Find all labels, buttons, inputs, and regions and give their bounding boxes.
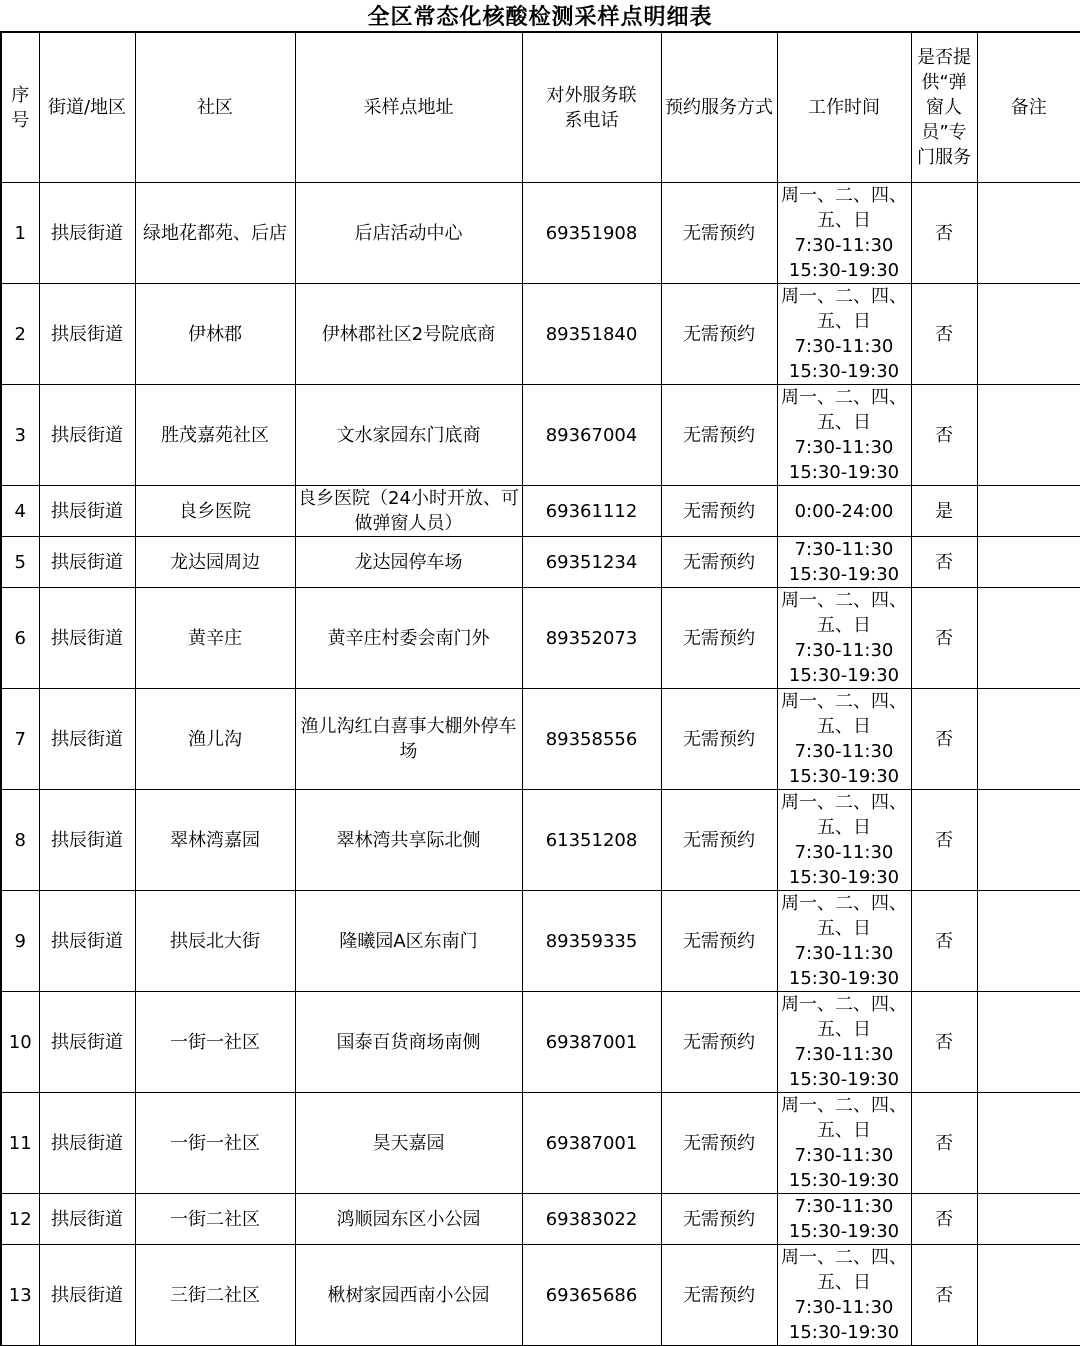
cell-address: 楸树家园西南小公园 bbox=[295, 1245, 522, 1346]
table-row bbox=[1, 689, 1080, 790]
cell-popup-service: 否 bbox=[911, 790, 977, 891]
cell-address: 渔儿沟红白喜事大棚外停车场 bbox=[295, 689, 522, 790]
cell-popup-service: 是 bbox=[911, 486, 977, 537]
cell-address: 昊天嘉园 bbox=[295, 1093, 522, 1194]
cell-popup-service: 否 bbox=[911, 1093, 977, 1194]
cell-popup-service: 否 bbox=[911, 183, 977, 284]
cell-no: 7 bbox=[1, 689, 39, 790]
cell-street: 拱辰街道 bbox=[39, 891, 135, 992]
cell-phone: 89359335 bbox=[522, 891, 661, 992]
cell-no: 5 bbox=[1, 537, 39, 588]
cell-booking: 无需预约 bbox=[661, 1245, 777, 1346]
cell-no: 11 bbox=[1, 1093, 39, 1194]
header-community: 社区 bbox=[135, 33, 295, 183]
table-row bbox=[1, 1194, 1080, 1245]
cell-no: 13 bbox=[1, 1245, 39, 1346]
cell-popup-service: 否 bbox=[911, 1194, 977, 1245]
sampling-sites-table bbox=[0, 32, 1080, 1346]
cell-street: 拱辰街道 bbox=[39, 284, 135, 385]
cell-address: 隆曦园A区东南门 bbox=[295, 891, 522, 992]
header-note: 备注 bbox=[977, 33, 1080, 183]
cell-note bbox=[977, 992, 1080, 1093]
cell-booking: 无需预约 bbox=[661, 891, 777, 992]
cell-hours: 周一、二、四、五、日 7:30-11:30 15:30-19:30 bbox=[777, 588, 911, 689]
cell-community: 胜茂嘉苑社区 bbox=[135, 385, 295, 486]
cell-popup-service: 否 bbox=[911, 284, 977, 385]
cell-booking: 无需预约 bbox=[661, 1194, 777, 1245]
cell-booking: 无需预约 bbox=[661, 689, 777, 790]
cell-hours: 7:30-11:30 15:30-19:30 bbox=[777, 537, 911, 588]
header-phone: 对外服务联系电话 bbox=[522, 33, 661, 183]
cell-note bbox=[977, 588, 1080, 689]
cell-phone: 69351234 bbox=[522, 537, 661, 588]
table-row bbox=[1, 891, 1080, 992]
cell-address: 黄辛庄村委会南门外 bbox=[295, 588, 522, 689]
cell-address: 良乡医院（24小时开放、可做弹窗人员） bbox=[295, 486, 522, 537]
cell-no: 9 bbox=[1, 891, 39, 992]
cell-note bbox=[977, 1245, 1080, 1346]
cell-hours: 周一、二、四、五、日 7:30-11:30 15:30-19:30 bbox=[777, 284, 911, 385]
cell-street: 拱辰街道 bbox=[39, 486, 135, 537]
header-hours: 工作时间 bbox=[777, 33, 911, 183]
cell-booking: 无需预约 bbox=[661, 486, 777, 537]
cell-hours: 周一、二、四、五、日 7:30-11:30 15:30-19:30 bbox=[777, 183, 911, 284]
cell-popup-service: 否 bbox=[911, 1245, 977, 1346]
cell-street: 拱辰街道 bbox=[39, 537, 135, 588]
cell-phone: 69387001 bbox=[522, 992, 661, 1093]
cell-no: 1 bbox=[1, 183, 39, 284]
table-row bbox=[1, 284, 1080, 385]
cell-note bbox=[977, 385, 1080, 486]
cell-phone: 89358556 bbox=[522, 689, 661, 790]
cell-address: 伊林郡社区2号院底商 bbox=[295, 284, 522, 385]
cell-phone: 69351908 bbox=[522, 183, 661, 284]
cell-community: 三街二社区 bbox=[135, 1245, 295, 1346]
cell-popup-service: 否 bbox=[911, 992, 977, 1093]
cell-address: 龙达园停车场 bbox=[295, 537, 522, 588]
table-row bbox=[1, 385, 1080, 486]
cell-popup-service: 否 bbox=[911, 385, 977, 486]
cell-booking: 无需预约 bbox=[661, 284, 777, 385]
table-row bbox=[1, 790, 1080, 891]
cell-hours: 周一、二、四、五、日 7:30-11:30 15:30-19:30 bbox=[777, 992, 911, 1093]
cell-no: 12 bbox=[1, 1194, 39, 1245]
header-booking: 预约服务方式 bbox=[661, 33, 777, 183]
cell-note bbox=[977, 790, 1080, 891]
cell-community: 一街二社区 bbox=[135, 1194, 295, 1245]
cell-hours: 周一、二、四、五、日 7:30-11:30 15:30-19:30 bbox=[777, 891, 911, 992]
cell-booking: 无需预约 bbox=[661, 1093, 777, 1194]
cell-street: 拱辰街道 bbox=[39, 1245, 135, 1346]
cell-street: 拱辰街道 bbox=[39, 992, 135, 1093]
cell-hours: 周一、二、四、五、日 7:30-11:30 15:30-19:30 bbox=[777, 1093, 911, 1194]
cell-popup-service: 否 bbox=[911, 588, 977, 689]
table-row bbox=[1, 1245, 1080, 1346]
cell-phone: 89351840 bbox=[522, 284, 661, 385]
header-street: 街道/地区 bbox=[39, 33, 135, 183]
cell-phone: 69383022 bbox=[522, 1194, 661, 1245]
cell-community: 渔儿沟 bbox=[135, 689, 295, 790]
cell-phone: 69361112 bbox=[522, 486, 661, 537]
cell-booking: 无需预约 bbox=[661, 537, 777, 588]
cell-booking: 无需预约 bbox=[661, 385, 777, 486]
cell-note bbox=[977, 891, 1080, 992]
cell-phone: 69365686 bbox=[522, 1245, 661, 1346]
cell-no: 8 bbox=[1, 790, 39, 891]
cell-phone: 89367004 bbox=[522, 385, 661, 486]
cell-phone: 61351208 bbox=[522, 790, 661, 891]
table-row bbox=[1, 183, 1080, 284]
cell-popup-service: 否 bbox=[911, 537, 977, 588]
cell-note bbox=[977, 284, 1080, 385]
cell-community: 绿地花都苑、后店 bbox=[135, 183, 295, 284]
cell-booking: 无需预约 bbox=[661, 790, 777, 891]
cell-address: 后店活动中心 bbox=[295, 183, 522, 284]
cell-hours: 0:00-24:00 bbox=[777, 486, 911, 537]
cell-phone: 89352073 bbox=[522, 588, 661, 689]
cell-no: 4 bbox=[1, 486, 39, 537]
cell-hours: 周一、二、四、五、日 7:30-11:30 15:30-19:30 bbox=[777, 385, 911, 486]
table-row bbox=[1, 1093, 1080, 1194]
cell-street: 拱辰街道 bbox=[39, 1194, 135, 1245]
cell-booking: 无需预约 bbox=[661, 992, 777, 1093]
cell-no: 6 bbox=[1, 588, 39, 689]
page-title: 全区常态化核酸检测采样点明细表 bbox=[0, 0, 1080, 33]
cell-note bbox=[977, 486, 1080, 537]
cell-note bbox=[977, 537, 1080, 588]
header-popup-service: 是否提供“弹窗人员”专门服务 bbox=[911, 33, 977, 183]
cell-community: 良乡医院 bbox=[135, 486, 295, 537]
cell-phone: 69387001 bbox=[522, 1093, 661, 1194]
table-row bbox=[1, 537, 1080, 588]
cell-street: 拱辰街道 bbox=[39, 689, 135, 790]
table-row bbox=[1, 588, 1080, 689]
cell-booking: 无需预约 bbox=[661, 588, 777, 689]
cell-community: 龙达园周边 bbox=[135, 537, 295, 588]
table-row bbox=[1, 992, 1080, 1093]
header-address: 采样点地址 bbox=[295, 33, 522, 183]
cell-note bbox=[977, 689, 1080, 790]
header-row bbox=[1, 33, 1080, 183]
cell-no: 10 bbox=[1, 992, 39, 1093]
cell-no: 2 bbox=[1, 284, 39, 385]
cell-note bbox=[977, 1093, 1080, 1194]
cell-note bbox=[977, 1194, 1080, 1245]
cell-booking: 无需预约 bbox=[661, 183, 777, 284]
cell-popup-service: 否 bbox=[911, 689, 977, 790]
cell-community: 伊林郡 bbox=[135, 284, 295, 385]
cell-street: 拱辰街道 bbox=[39, 790, 135, 891]
cell-hours: 周一、二、四、五、日 7:30-11:30 15:30-19:30 bbox=[777, 689, 911, 790]
header-no: 序号 bbox=[1, 33, 39, 183]
cell-community: 翠林湾嘉园 bbox=[135, 790, 295, 891]
cell-street: 拱辰街道 bbox=[39, 385, 135, 486]
cell-note bbox=[977, 183, 1080, 284]
cell-address: 翠林湾共享际北侧 bbox=[295, 790, 522, 891]
cell-hours: 周一、二、四、五、日 7:30-11:30 15:30-19:30 bbox=[777, 790, 911, 891]
cell-community: 黄辛庄 bbox=[135, 588, 295, 689]
cell-street: 拱辰街道 bbox=[39, 1093, 135, 1194]
cell-community: 一街一社区 bbox=[135, 992, 295, 1093]
cell-popup-service: 否 bbox=[911, 891, 977, 992]
cell-street: 拱辰街道 bbox=[39, 588, 135, 689]
cell-community: 一街一社区 bbox=[135, 1093, 295, 1194]
cell-address: 文水家园东门底商 bbox=[295, 385, 522, 486]
cell-no: 3 bbox=[1, 385, 39, 486]
cell-community: 拱辰北大街 bbox=[135, 891, 295, 992]
cell-address: 国泰百货商场南侧 bbox=[295, 992, 522, 1093]
cell-hours: 周一、二、四、五、日 7:30-11:30 15:30-19:30 bbox=[777, 1245, 911, 1346]
cell-address: 鸿顺园东区小公园 bbox=[295, 1194, 522, 1245]
cell-street: 拱辰街道 bbox=[39, 183, 135, 284]
cell-hours: 7:30-11:30 15:30-19:30 bbox=[777, 1194, 911, 1245]
table-row bbox=[1, 486, 1080, 537]
